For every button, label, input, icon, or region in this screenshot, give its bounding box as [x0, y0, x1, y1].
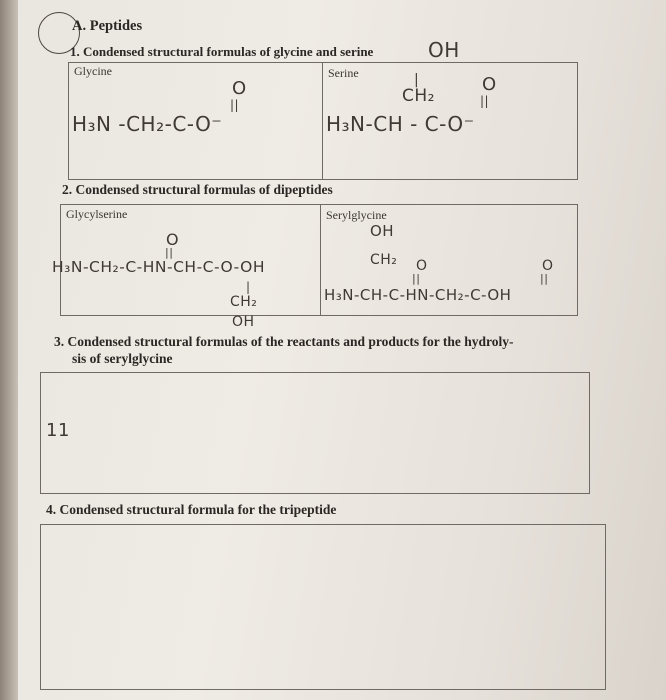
- serine-bond-tick: |: [414, 72, 420, 88]
- q3-pencil-mark: 11: [46, 420, 70, 441]
- serylglycine-label: Serylglycine: [326, 208, 387, 222]
- glycine-label: Glycine: [74, 64, 112, 78]
- hw-oh-annotation: OH: [428, 38, 460, 62]
- glycine-double-bond: ||: [230, 98, 240, 112]
- q4-heading: 4. Condensed structural formula for the tripeptide: [46, 502, 337, 517]
- gs-bond-tick: |: [246, 280, 251, 294]
- serine-label: Serine: [328, 66, 359, 80]
- sg-ch2: CH₂: [370, 252, 398, 268]
- q1-divider: [322, 62, 323, 180]
- q3-heading-line1: 3. Condensed structural formulas of the reactants and products for the hydroly-: [54, 334, 514, 349]
- section-letter: A.: [72, 18, 87, 34]
- q3-heading-line2: sis of serylglycine: [72, 351, 173, 366]
- q2-divider: [320, 204, 321, 316]
- serine-double-bond: ||: [480, 94, 490, 108]
- section-title: Peptides: [89, 18, 143, 34]
- serylglycine-formula: H₃N-CH-C-HN-CH₂-C-OH: [324, 286, 512, 304]
- glycylserine-label: Glycylserine: [66, 207, 128, 221]
- sg-oh: OH: [370, 222, 395, 240]
- glycine-formula: H₃N -CH₂-C-O⁻: [72, 112, 223, 136]
- q2-heading: 2. Condensed structural formulas of dipeptides: [62, 182, 333, 197]
- q3-answer-box: [40, 372, 590, 494]
- serine-ch2: CH₂: [402, 86, 435, 106]
- q1-text: Condensed structural formulas of glycine and serine: [83, 44, 374, 59]
- serine-formula: H₃N-CH - C-O⁻: [326, 112, 475, 136]
- sg-carbonyl-o-right: O: [542, 258, 554, 274]
- glycine-carbonyl-o: O: [232, 78, 247, 99]
- gs-oh: OH: [232, 314, 255, 330]
- sg-double-bond-left: ||: [412, 272, 421, 285]
- sg-double-bond-right: ||: [540, 272, 549, 285]
- q1-number: 1.: [70, 44, 80, 59]
- glycylserine-formula: H₃N-CH₂-C-HN-CH-C-O-OH: [52, 258, 266, 276]
- serine-carbonyl-o: O: [482, 74, 497, 95]
- sg-carbonyl-o-left: O: [416, 258, 428, 274]
- q4-answer-box: [40, 524, 606, 690]
- page-edge-shadow: [0, 0, 18, 700]
- section-heading: [72, 18, 142, 35]
- gs-double-bond: ||: [165, 246, 174, 259]
- gs-carbonyl-o: O: [166, 230, 180, 249]
- gs-ch2: CH₂: [230, 294, 258, 310]
- q1-heading: [70, 44, 373, 60]
